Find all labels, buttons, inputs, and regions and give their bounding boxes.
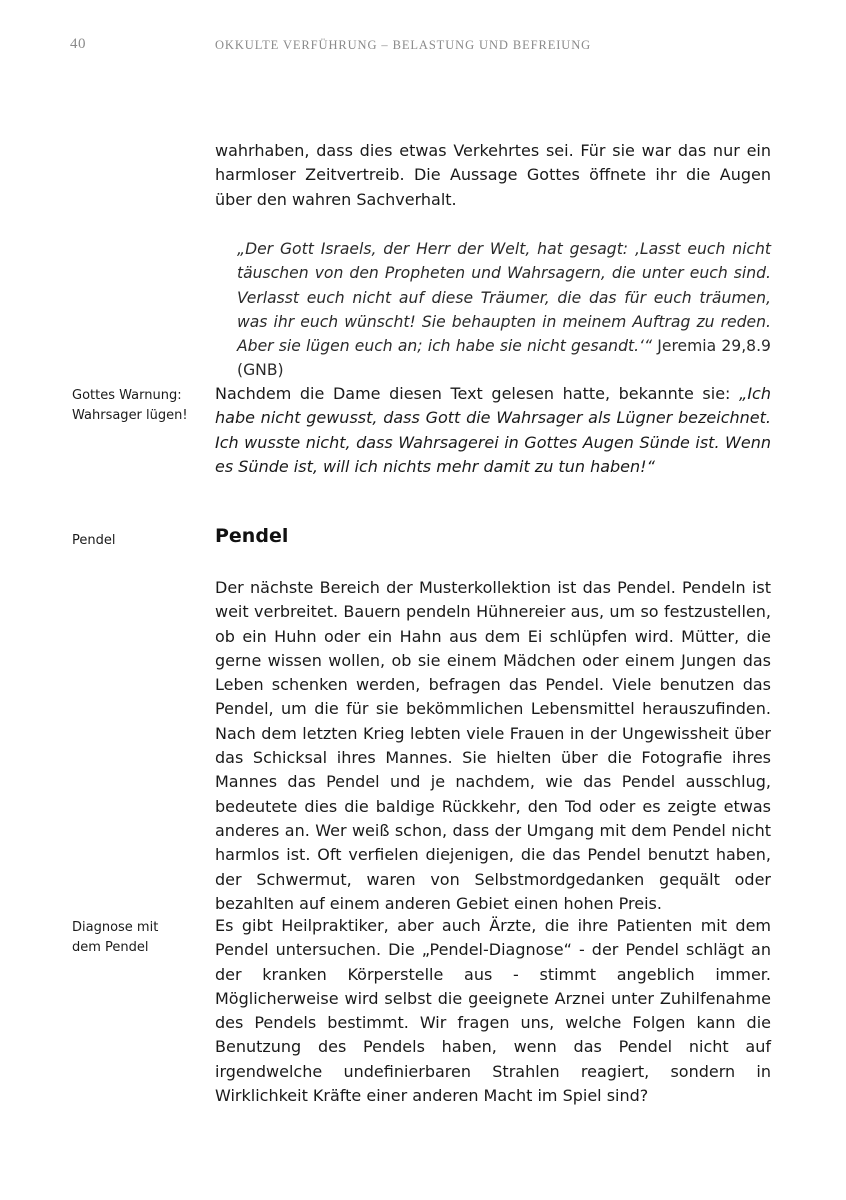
paragraph-2-intro: Nachdem die Dame diesen Text gelesen hatte, bekannte sie: xyxy=(215,384,740,403)
margin-note-pendel: Pendel xyxy=(72,533,116,548)
paragraph-3: Der nächste Bereich der Musterkollektion ist das Pendel. Pendeln ist weit verbreitet. Bauern pendeln Hühnereier aus, um so festzustellen, ob ein Huhn oder ein Hahn aus dem Ei schlüpfen wird. Mütter, die gerne wissen wollen, ob sie einem Mädchen oder einem Jungen das Leben schenken werden, befragen das Pendel. Viele benutzen das Pendel, um die für sie bekömmlichen Lebensmittel herauszufinden. Nach dem letzten Krieg lebten viele Frauen in der Ungewissheit über das Schicksal ihres Mannes. Sie hielten über die Fotografie ihres Mannes das Pendel und je nachdem, wie das Pendel ausschlug, bedeutete dies die baldige Rückkehr, den Tod oder es zeigte etwas anderes an. Wer weiß schon, dass der Umgang mit dem Pendel nicht harmlos ist. Oft verfielen diejenigen, die das Pendel benutzt haben, der Schwermut, waren von Selbstmordgedanken gequält oder bezahlten auf einem anderen Gebiet einen hohen Preis. xyxy=(215,578,771,913)
margin-note-warning-line2: Wahrsager lügen! xyxy=(72,408,188,423)
page-number: 40 xyxy=(70,36,86,52)
quote-reference: Jeremia 29,8.9 (GNB) xyxy=(237,337,771,380)
margin-note-diagnosis-line1: Diagnose mit xyxy=(72,920,159,935)
paragraph-2-quote: „Ich habe nicht gewusst, dass Gott die Wahrsager als Lügner bezeichnet. Ich wusste nicht, dass Wahrsagerei in Gottes Augen Sünde ist. Wenn es Sünde ist, will ich nichts mehr damit zu tun haben!“ xyxy=(215,384,771,476)
quote-text: „Der Gott Israels, der Herr der Welt, hat gesagt: ‚Lasst euch nicht täuschen von den Propheten und Wahrsagern, die unter euch sind. Verlasst euch nicht auf diese Träumer, die das für euch träumen, was ihr euch wünscht! Sie behaupten in meinem Auftrag zu reden. Aber sie lügen euch an; ich habe sie nicht gesandt.‘“ xyxy=(237,240,771,356)
bible-quote xyxy=(237,237,771,383)
running-title: OKKULTE VERFÜHRUNG – BELASTUNG UND BEFREIUNG xyxy=(215,38,592,52)
margin-note-diagnosis xyxy=(72,918,197,958)
paragraph-3-container xyxy=(215,576,771,916)
paragraph-4: Es gibt Heilpraktiker, aber auch Ärzte, die ihre Patienten mit dem Pendel untersuchen. Die „Pendel-Diagnose“ - der Pendel schlägt an der kranken Körperstelle aus - stimmt angeblich immer. Möglicherweise wird selbst die geeignete Arznei unter Zuhilfenahme des Pendels bestimmt. Wir fragen uns, welche Folgen kann die Benutzung des Pendels haben, wenn das Pendel nicht auf irgendwelche undefinierbaren Strahlen reagiert, sondern in Wirklichkeit Kräfte einer anderen Macht im Spiel sind? xyxy=(215,916,771,1106)
section-heading: Pendel xyxy=(215,525,289,547)
margin-note-diagnosis-line2: dem Pendel xyxy=(72,940,149,955)
paragraph-1: wahrhaben, dass dies etwas Verkehrtes sei. Für sie war das nur ein harmloser Zeitvertreib. Die Aussage Gottes öffnete ihr die Augen über den wahren Sachverhalt. xyxy=(215,141,771,209)
paragraph-4-container xyxy=(215,914,771,1108)
paragraph-1-container xyxy=(215,139,771,212)
margin-note-warning-line1: Gottes Warnung: xyxy=(72,388,182,403)
margin-note-warning xyxy=(72,386,197,426)
paragraph-2-container xyxy=(215,382,771,479)
paragraph-2 xyxy=(215,382,771,479)
